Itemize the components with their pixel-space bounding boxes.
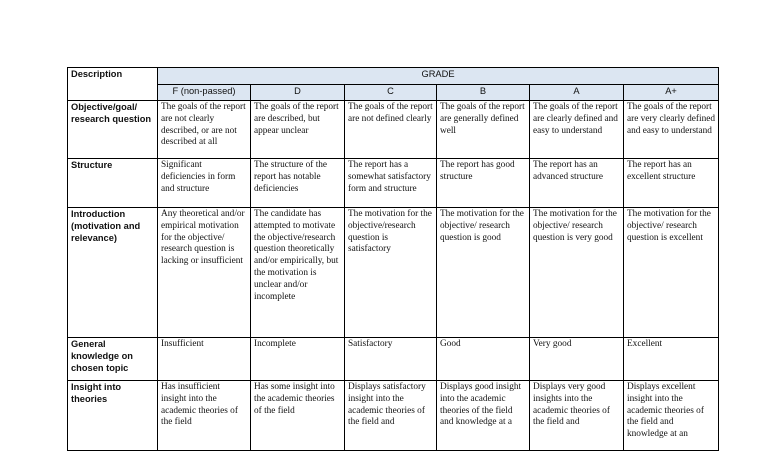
table-cell: The motivation for the objective/research question is satisfactory [345, 208, 437, 338]
table-row [68, 101, 719, 159]
description-header: Description [68, 68, 158, 101]
table-cell: Incomplete [251, 338, 345, 381]
table-cell: The candidate has attempted to motivate the objective/research question theoretically and/or empirically, but the motivation is unclear and/or incomplete [251, 208, 345, 338]
table-cell: Insufficient [158, 338, 251, 381]
criterion-insight-theories: Insight into theories [68, 381, 158, 451]
table-cell: The goals of the report are very clearly defined and easy to understand [624, 101, 719, 159]
table-cell: Good [437, 338, 530, 381]
table-cell: The goals of the report are generally defined well [437, 101, 530, 159]
grade-column-f: F (non-passed) [158, 85, 251, 101]
table-cell: Displays excellent insight into the academic theories of the field and knowledge at an [624, 381, 719, 451]
table-row [68, 159, 719, 208]
table-row [68, 381, 719, 451]
grade-column-a-plus: A+ [624, 85, 719, 101]
table-cell: Displays very good insights into the academic theories of the field and [530, 381, 624, 451]
table-cell: Satisfactory [345, 338, 437, 381]
table-cell: The motivation for the objective/ research question is good [437, 208, 530, 338]
table-row [68, 338, 719, 381]
table-cell: The goals of the report are described, but appear unclear [251, 101, 345, 159]
criterion-general-knowledge: General knowledge on chosen topic [68, 338, 158, 381]
table-cell: The goals of the report are clearly defined and easy to understand [530, 101, 624, 159]
table-cell: Has insufficient insight into the academic theories of the field [158, 381, 251, 451]
grade-header: GRADE [158, 68, 719, 85]
table-cell: The goals of the report are not defined clearly [345, 101, 437, 159]
table-cell: Excellent [624, 338, 719, 381]
table-cell: The structure of the report has notable deficiencies [251, 159, 345, 208]
table-cell: The report has a somewhat satisfactory form and structure [345, 159, 437, 208]
grading-rubric-table [67, 67, 719, 451]
table-cell: Displays satisfactory insight into the academic theories of the field and [345, 381, 437, 451]
table-cell: Significant deficiencies in form and structure [158, 159, 251, 208]
table-row [68, 208, 719, 338]
table-cell: Has some insight into the academic theories of the field [251, 381, 345, 451]
table-cell: Very good [530, 338, 624, 381]
criterion-objective: Objective/goal/ research question [68, 101, 158, 159]
table-cell: The report has an advanced structure [530, 159, 624, 208]
table-cell: The report has good structure [437, 159, 530, 208]
table-cell: The motivation for the objective/ research question is excellent [624, 208, 719, 338]
table-cell: Displays good insight into the academic theories of the field and knowledge at a [437, 381, 530, 451]
criterion-introduction: Introduction (motivation and relevance) [68, 208, 158, 338]
table-cell: The goals of the report are not clearly described, or are not described at all [158, 101, 251, 159]
grade-column-b: B [437, 85, 530, 101]
table-cell: Any theoretical and/or empirical motivation for the objective/ research question is lacking or insufficient [158, 208, 251, 338]
criterion-structure: Structure [68, 159, 158, 208]
grade-column-c: C [345, 85, 437, 101]
table-cell: The motivation for the objective/ research question is very good [530, 208, 624, 338]
table-cell: The report has an excellent structure [624, 159, 719, 208]
grade-column-a: A [530, 85, 624, 101]
grade-column-d: D [251, 85, 345, 101]
